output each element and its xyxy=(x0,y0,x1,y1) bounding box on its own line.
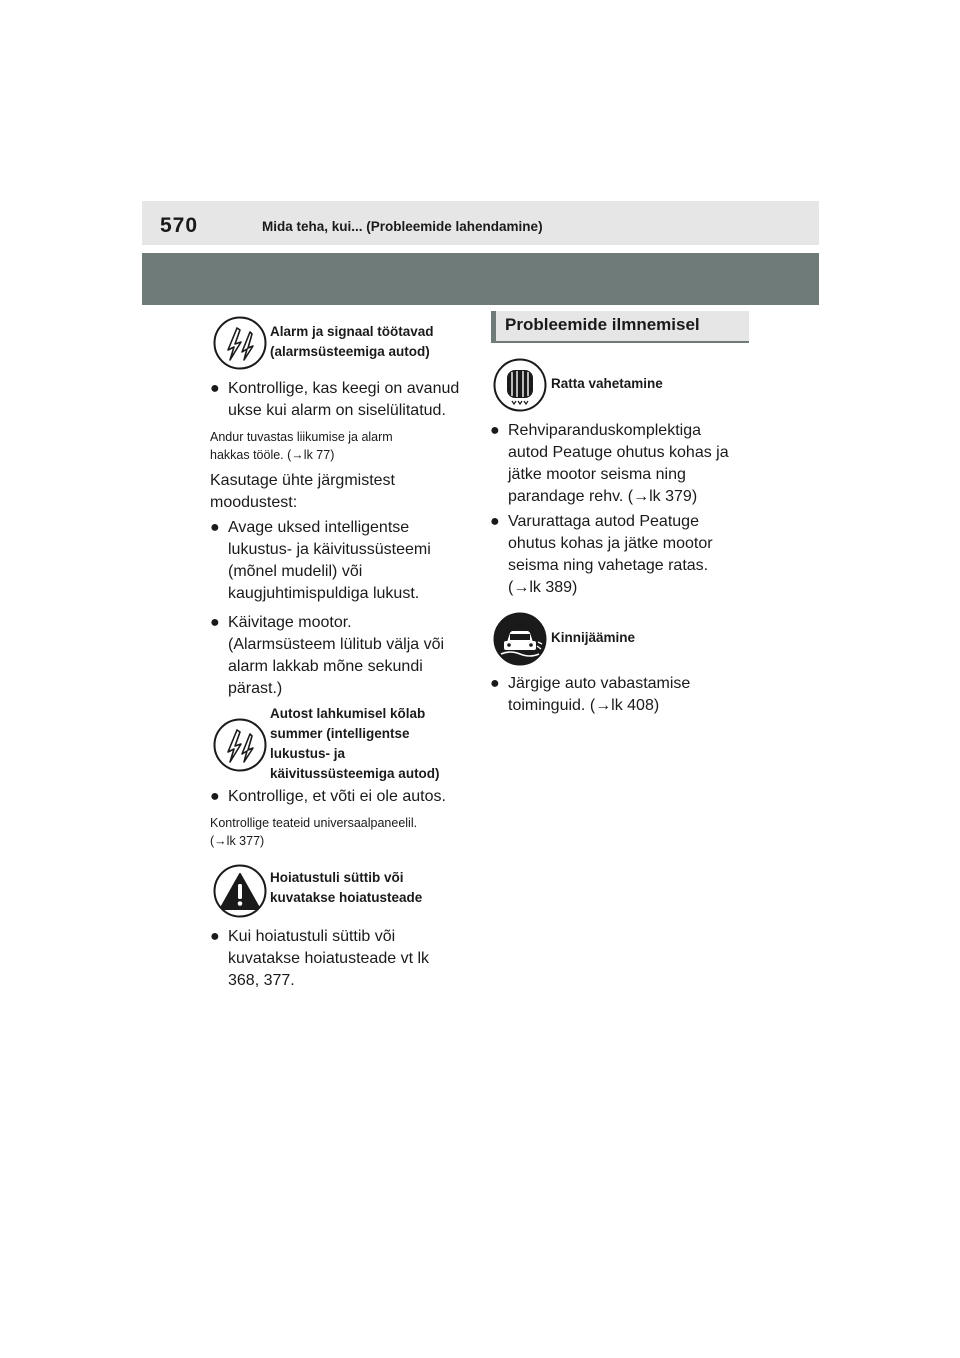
section-heading xyxy=(491,311,749,343)
stuck-title: Kinnijäämine xyxy=(551,630,636,645)
note-sensor: Andur tuvastas liikumise ja alarm hakkas tööle. (→lk 77) xyxy=(210,430,393,462)
tire-title: Ratta vahetamine xyxy=(551,376,663,391)
bullet-check-door: ● Kontrollige, kas keegi on avanud ukse kui alarm on siselülitatud. xyxy=(210,380,460,419)
section-heading-text: Probleemide ilmnemisel xyxy=(505,315,700,334)
warning-title: Hoiatustuli süttib või kuvatakse hoiatusteade xyxy=(270,870,423,905)
bullet-repair-kit: ● Rehviparanduskomplektiga autod Peatuge ohutus kohas ja jätke mootor seisma ning parandage rehv. (→lk 379) xyxy=(490,422,729,505)
alarm-lightning-icon xyxy=(213,316,267,370)
bullet-dot: ● xyxy=(490,675,500,692)
bullet-dot: ● xyxy=(210,928,220,945)
bullet-key-check: ● Kontrollige, et võti ei ole autos. xyxy=(210,786,498,808)
bullet-unlock: ● Avage uksed intelligentse lukustus- ja käivitussüsteemi (mõnel mudelil) või kaugjuhtimispuldiga lukust. xyxy=(210,519,431,602)
bullet-free-vehicle: ● Järgige auto vabastamise toiminguid. (→lk 408) xyxy=(490,675,691,714)
alarm-title: Alarm ja signaal töötavad (alarmsüsteemiga autod) xyxy=(270,324,434,359)
bullet-spare-wheel: ● Varurattaga autod Peatuge ohutus kohas ja jätke mootor seisma ning vahetage ratas. (→lk 389) xyxy=(490,513,713,596)
buzzer-title: Autost lahkumisel kõlab summer (intelligentse lukustus- ja käivitussüsteemiga autod) xyxy=(270,706,440,781)
para-methods: Kasutage ühte järgmistest moodustest: xyxy=(210,472,395,511)
bullet-dot: ● xyxy=(490,422,500,439)
page-number: 570 xyxy=(160,214,199,237)
bullet-dot: ● xyxy=(210,788,220,805)
note-universal-panel: Kontrollige teateid universaalpaneelil. (→lk 377) xyxy=(210,816,418,848)
section-band xyxy=(142,253,819,305)
bullet-warning-light: ● Kui hoiatustuli süttib või kuvatakse hoiatusteade vt lk 368, 377. xyxy=(210,928,430,989)
bullet-start-engine: ● Käivitage mootor. (Alarmsüsteem lülitub välja või alarm lakkab mõne sekundi pärast.) xyxy=(210,614,445,697)
bullet-dot: ● xyxy=(210,380,220,397)
bullet-dot: ● xyxy=(490,513,500,530)
alarm-lightning-icon xyxy=(213,718,267,772)
car-stuck-icon xyxy=(493,612,547,666)
page-title: Mida teha, kui... (Probleemide lahendamine) xyxy=(262,219,543,234)
bullet-dot: ● xyxy=(210,614,220,631)
bullet-dot: ● xyxy=(210,519,220,536)
tire-icon xyxy=(493,358,547,412)
warning-triangle-icon xyxy=(213,864,267,918)
